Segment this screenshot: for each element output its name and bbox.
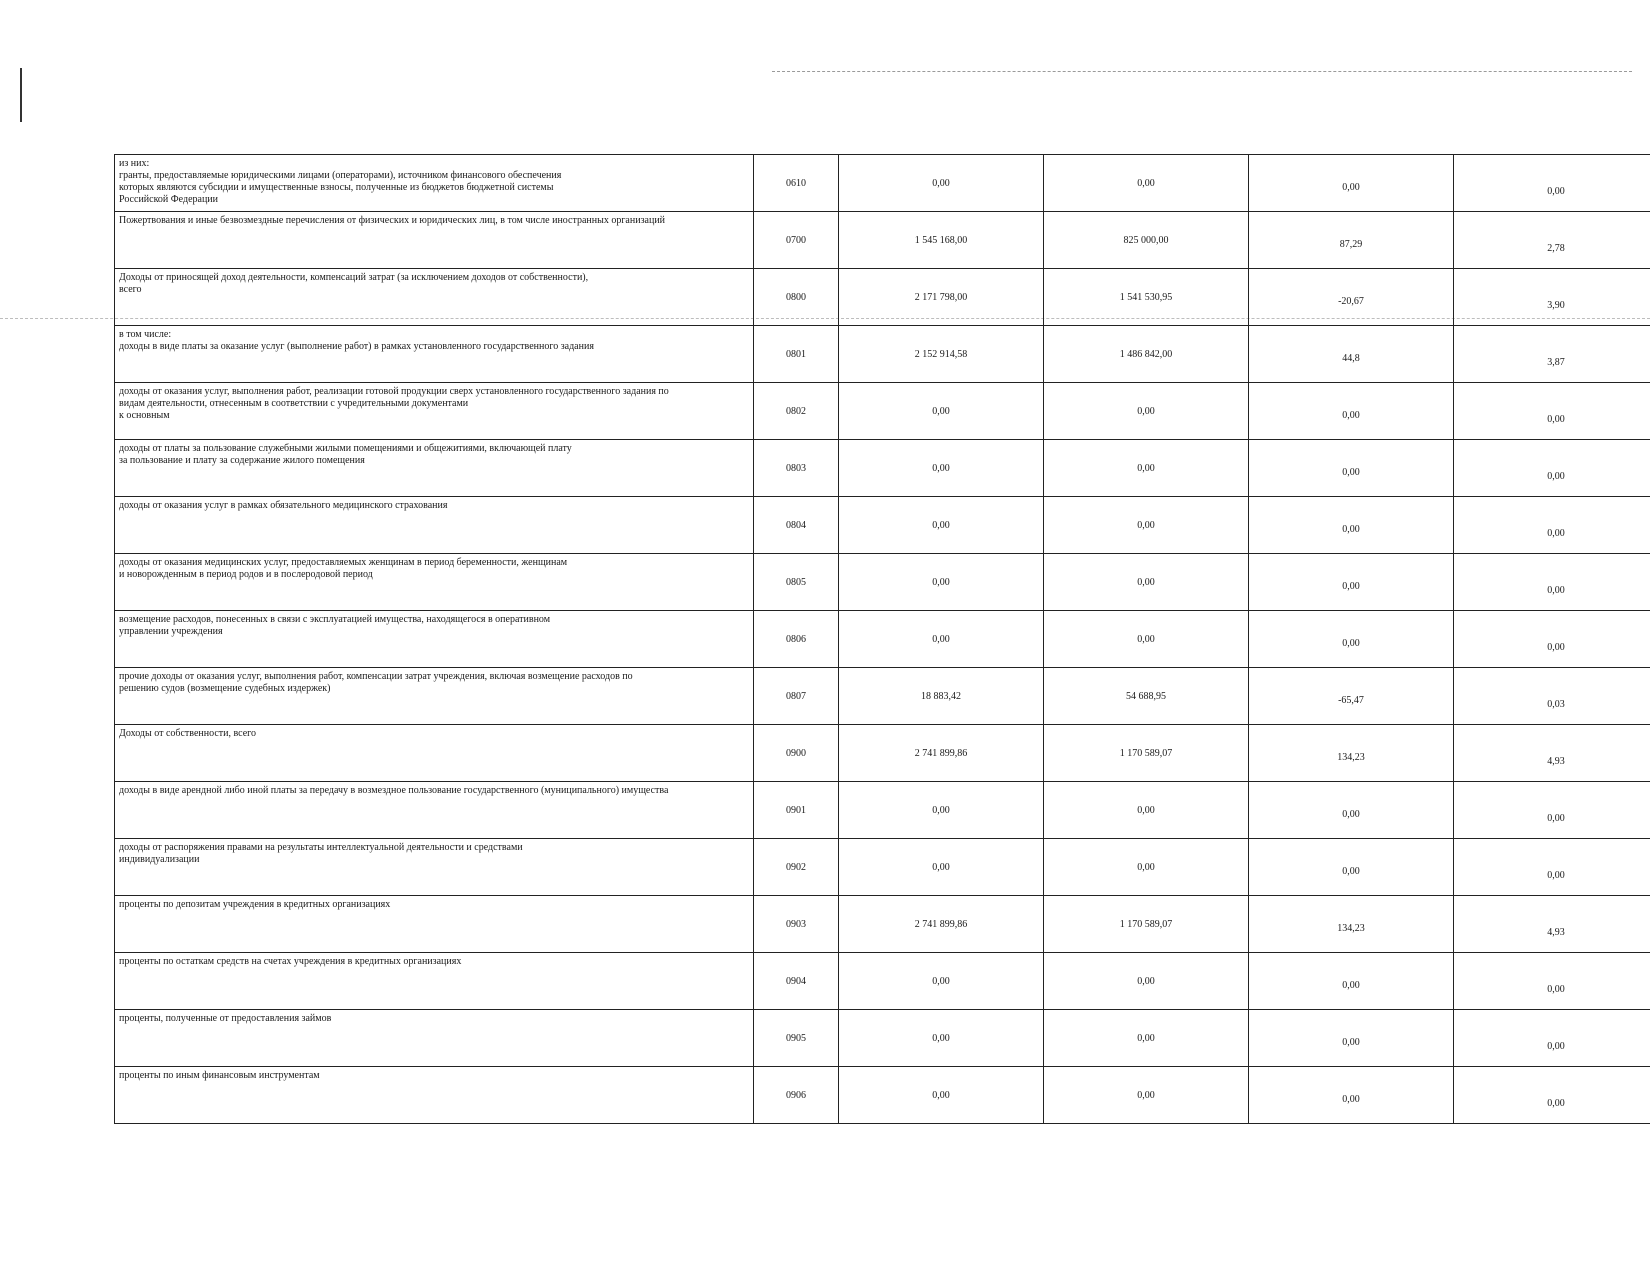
row-value-3-text: 134,23	[1337, 922, 1365, 934]
row-value-2-text: 0,00	[1137, 861, 1155, 873]
row-value-2-cell	[1044, 611, 1249, 668]
row-value-4-text: 0,00	[1547, 413, 1565, 425]
row-code-cell	[754, 554, 839, 611]
row-value-2-text: 0,00	[1137, 405, 1155, 417]
row-name-cell	[115, 155, 754, 212]
row-value-3-text: 0,00	[1342, 979, 1360, 991]
row-code-cell	[754, 839, 839, 896]
row-value-3-text: 0,00	[1342, 181, 1360, 193]
row-name-text: Пожертвования и иные безвозмездные перечисления от физических и юридических лиц, в том числе иностранных организаций	[119, 215, 666, 226]
row-value-2-cell	[1044, 782, 1249, 839]
table-row	[115, 782, 1650, 839]
row-value-4-cell	[1454, 668, 1650, 725]
row-name-text: Доходы от собственности, всего	[119, 728, 257, 739]
row-value-3-cell	[1249, 1067, 1454, 1124]
row-value-4-text: 4,93	[1547, 755, 1565, 767]
row-value-4-text: 0,00	[1547, 470, 1565, 482]
row-code-cell	[754, 953, 839, 1010]
row-code-text: 0904	[786, 975, 806, 987]
row-value-4-cell	[1454, 953, 1650, 1010]
row-name-cell	[115, 839, 754, 896]
row-name-cell	[115, 554, 754, 611]
row-value-2-cell	[1044, 440, 1249, 497]
row-value-2-text: 0,00	[1137, 462, 1155, 474]
table-row	[115, 269, 1650, 326]
row-value-3-text: 87,29	[1339, 238, 1363, 250]
row-value-4-cell	[1454, 782, 1650, 839]
row-value-1-text: 2 152 914,58	[914, 348, 968, 360]
table-row	[115, 155, 1650, 212]
row-value-1-cell	[839, 953, 1044, 1010]
row-name-text: доходы от оказания медицинских услуг, предоставляемых женщинам в период беременности, женщинам и новорожденным в период родов и в послеродовой период	[119, 557, 568, 580]
row-code-text: 0902	[786, 861, 806, 873]
row-name-cell	[115, 383, 754, 440]
row-value-1-cell	[839, 896, 1044, 953]
row-value-2-cell	[1044, 839, 1249, 896]
row-name-text: проценты по иным финансовым инструментам	[119, 1070, 320, 1081]
row-code-text: 0802	[786, 405, 806, 417]
table-row	[115, 725, 1650, 782]
row-name-text: доходы от оказания услуг, выполнения работ, реализации готовой продукции сверх установленного государственного задания по видам деятельности, отнесенным в соответствии с учредительными документами к основным	[119, 386, 669, 421]
row-value-2-cell	[1044, 1010, 1249, 1067]
row-value-4-text: 0,00	[1547, 983, 1565, 995]
row-name-cell	[115, 668, 754, 725]
row-code-cell	[754, 725, 839, 782]
row-name-text: в том числе: доходы в виде платы за оказание услуг (выполнение работ) в рамках установленного государственного задания	[119, 329, 594, 352]
row-value-3-cell	[1249, 554, 1454, 611]
row-code-text: 0806	[786, 633, 806, 645]
row-name-cell	[115, 269, 754, 326]
row-code-text: 0800	[786, 291, 806, 303]
income-table	[114, 154, 1650, 1124]
row-name-text: из них: гранты, предоставляемые юридическими лицами (операторами), источником финансового обеспечения которых являются субсидии и имущественные взносы, полученные из бюджетов бюджетной системы Российской Федерации	[119, 158, 562, 205]
row-code-cell	[754, 1010, 839, 1067]
row-name-cell	[115, 725, 754, 782]
row-code-text: 0700	[786, 234, 806, 246]
row-value-3-cell	[1249, 725, 1454, 782]
scan-edge-mark	[20, 68, 22, 122]
row-name-cell	[115, 782, 754, 839]
row-code-cell	[754, 383, 839, 440]
row-value-1-text: 2 741 899,86	[914, 918, 968, 930]
row-value-1-cell	[839, 782, 1044, 839]
row-code-cell	[754, 326, 839, 383]
row-value-4-cell	[1454, 554, 1650, 611]
row-code-text: 0803	[786, 462, 806, 474]
table-row	[115, 383, 1650, 440]
row-value-2-cell	[1044, 953, 1249, 1010]
row-value-1-text: 0,00	[932, 177, 950, 189]
table-row	[115, 896, 1650, 953]
table-row	[115, 1010, 1650, 1067]
row-value-3-cell	[1249, 383, 1454, 440]
row-code-cell	[754, 668, 839, 725]
row-value-4-text: 0,00	[1547, 527, 1565, 539]
row-value-4-text: 0,00	[1547, 1040, 1565, 1052]
row-value-1-text: 2 741 899,86	[914, 747, 968, 759]
row-value-3-text: 0,00	[1342, 865, 1360, 877]
row-value-1-text: 0,00	[932, 1089, 950, 1101]
row-value-4-cell	[1454, 1010, 1650, 1067]
row-name-text: доходы от платы за пользование служебными жилыми помещениями и общежитиями, включающей плату за пользование и плату за содержание жилого помещения	[119, 443, 572, 466]
row-value-1-cell	[839, 497, 1044, 554]
row-value-3-cell	[1249, 497, 1454, 554]
row-value-1-text: 1 545 168,00	[914, 234, 968, 246]
row-value-2-cell	[1044, 212, 1249, 269]
row-value-1-text: 0,00	[932, 1032, 950, 1044]
row-value-3-cell	[1249, 326, 1454, 383]
row-value-2-cell	[1044, 497, 1249, 554]
row-value-2-text: 0,00	[1137, 975, 1155, 987]
row-value-2-text: 1 486 842,00	[1119, 348, 1173, 360]
row-value-4-cell	[1454, 440, 1650, 497]
row-value-4-cell	[1454, 326, 1650, 383]
row-value-2-cell	[1044, 383, 1249, 440]
row-value-3-cell	[1249, 440, 1454, 497]
row-code-cell	[754, 440, 839, 497]
row-value-1-text: 0,00	[932, 975, 950, 987]
row-value-3-text: 0,00	[1342, 523, 1360, 535]
row-name-text: прочие доходы от оказания услуг, выполнения работ, компенсации затрат учреждения, включая возмещение расходов по решению судов (возмещение судебных издержек)	[119, 671, 633, 694]
row-value-2-text: 0,00	[1137, 519, 1155, 531]
scan-dashed-line-top	[772, 71, 1632, 72]
row-name-text: проценты по депозитам учреждения в кредитных организациях	[119, 899, 391, 910]
row-value-1-cell	[839, 668, 1044, 725]
row-value-1-text: 0,00	[932, 804, 950, 816]
row-value-2-cell	[1044, 1067, 1249, 1124]
row-value-1-text: 2 171 798,00	[914, 291, 968, 303]
row-value-3-text: 0,00	[1342, 466, 1360, 478]
row-value-3-cell	[1249, 896, 1454, 953]
row-value-3-cell	[1249, 1010, 1454, 1067]
row-name-cell	[115, 611, 754, 668]
row-code-cell	[754, 611, 839, 668]
row-value-2-cell	[1044, 668, 1249, 725]
table-row	[115, 440, 1650, 497]
row-code-text: 0610	[786, 177, 806, 189]
table-row	[115, 497, 1650, 554]
row-code-text: 0807	[786, 690, 806, 702]
row-code-cell	[754, 1067, 839, 1124]
row-value-3-cell	[1249, 839, 1454, 896]
row-code-text: 0804	[786, 519, 806, 531]
row-name-text: проценты по остаткам средств на счетах учреждения в кредитных организациях	[119, 956, 462, 967]
table-row	[115, 1067, 1650, 1124]
row-name-cell	[115, 1067, 754, 1124]
row-value-3-text: -20,67	[1338, 295, 1364, 307]
row-value-1-text: 18 883,42	[921, 690, 961, 702]
row-code-text: 0900	[786, 747, 806, 759]
row-code-cell	[754, 497, 839, 554]
row-value-4-text: 0,00	[1547, 1097, 1565, 1109]
row-value-2-text: 1 170 589,07	[1119, 918, 1173, 930]
row-name-cell	[115, 326, 754, 383]
row-value-1-cell	[839, 440, 1044, 497]
row-value-3-text: 0,00	[1342, 409, 1360, 421]
row-code-text: 0805	[786, 576, 806, 588]
row-value-2-cell	[1044, 725, 1249, 782]
row-value-3-cell	[1249, 668, 1454, 725]
row-value-4-cell	[1454, 212, 1650, 269]
row-value-4-cell	[1454, 155, 1650, 212]
row-code-text: 0905	[786, 1032, 806, 1044]
row-value-1-cell	[839, 212, 1044, 269]
row-value-3-text: 44,8	[1342, 352, 1360, 364]
row-value-1-cell	[839, 554, 1044, 611]
row-value-3-text: -65,47	[1338, 694, 1364, 706]
table-row	[115, 839, 1650, 896]
row-value-2-text: 0,00	[1137, 633, 1155, 645]
row-code-cell	[754, 269, 839, 326]
row-name-cell	[115, 440, 754, 497]
row-value-4-text: 0,00	[1547, 584, 1565, 596]
row-name-text: Доходы от приносящей доход деятельности, компенсаций затрат (за исключением доходов от собственности), всего	[119, 272, 589, 295]
row-value-3-text: 0,00	[1342, 1093, 1360, 1105]
row-value-4-cell	[1454, 497, 1650, 554]
row-value-3-text: 0,00	[1342, 808, 1360, 820]
row-name-cell	[115, 497, 754, 554]
row-code-cell	[754, 782, 839, 839]
row-value-4-text: 0,03	[1547, 698, 1565, 710]
row-value-3-cell	[1249, 212, 1454, 269]
row-value-1-cell	[839, 383, 1044, 440]
row-value-1-cell	[839, 725, 1044, 782]
table-row	[115, 611, 1650, 668]
row-value-3-cell	[1249, 953, 1454, 1010]
row-code-text: 0903	[786, 918, 806, 930]
row-code-cell	[754, 212, 839, 269]
row-value-1-text: 0,00	[932, 576, 950, 588]
row-name-cell	[115, 1010, 754, 1067]
row-name-cell	[115, 896, 754, 953]
table-row	[115, 212, 1650, 269]
row-code-cell	[754, 896, 839, 953]
row-value-1-text: 0,00	[932, 633, 950, 645]
row-value-1-cell	[839, 155, 1044, 212]
row-value-2-cell	[1044, 326, 1249, 383]
row-value-2-text: 825 000,00	[1123, 234, 1169, 246]
row-value-4-text: 0,00	[1547, 812, 1565, 824]
row-value-3-text: 0,00	[1342, 580, 1360, 592]
table-row	[115, 554, 1650, 611]
row-value-4-text: 3,87	[1547, 356, 1565, 368]
row-value-3-text: 0,00	[1342, 637, 1360, 649]
row-value-2-cell	[1044, 896, 1249, 953]
row-name-text: доходы в виде арендной либо иной платы за передачу в возмездное пользование государственного (муниципального) имущества	[119, 785, 669, 796]
row-code-text: 0906	[786, 1089, 806, 1101]
row-value-3-cell	[1249, 782, 1454, 839]
row-name-cell	[115, 212, 754, 269]
row-value-2-text: 0,00	[1137, 576, 1155, 588]
row-value-1-cell	[839, 1010, 1044, 1067]
row-name-text: доходы от распоряжения правами на результаты интеллектуальной деятельности и средствами индивидуализации	[119, 842, 523, 865]
row-value-1-cell	[839, 611, 1044, 668]
row-code-cell	[754, 155, 839, 212]
row-value-4-cell	[1454, 725, 1650, 782]
row-value-1-cell	[839, 839, 1044, 896]
row-value-2-text: 0,00	[1137, 1089, 1155, 1101]
row-value-4-cell	[1454, 611, 1650, 668]
row-value-4-text: 3,90	[1547, 299, 1565, 311]
row-value-4-cell	[1454, 1067, 1650, 1124]
row-value-4-cell	[1454, 269, 1650, 326]
row-name-text: возмещение расходов, понесенных в связи с эксплуатацией имущества, находящегося в оперативном управлении учреждения	[119, 614, 551, 637]
row-value-2-text: 0,00	[1137, 804, 1155, 816]
table-row	[115, 326, 1650, 383]
row-value-3-cell	[1249, 155, 1454, 212]
row-name-text: проценты, полученные от предоставления займов	[119, 1013, 332, 1024]
row-value-1-text: 0,00	[932, 519, 950, 531]
row-code-text: 0801	[786, 348, 806, 360]
row-value-2-cell	[1044, 269, 1249, 326]
row-value-1-text: 0,00	[932, 405, 950, 417]
row-value-2-text: 0,00	[1137, 1032, 1155, 1044]
row-value-2-text: 0,00	[1137, 177, 1155, 189]
table-row	[115, 668, 1650, 725]
row-value-4-text: 0,00	[1547, 641, 1565, 653]
row-value-3-cell	[1249, 611, 1454, 668]
row-value-3-cell	[1249, 269, 1454, 326]
row-value-2-text: 54 688,95	[1126, 690, 1166, 702]
row-name-cell	[115, 953, 754, 1010]
row-value-3-text: 134,23	[1337, 751, 1365, 763]
row-value-1-cell	[839, 269, 1044, 326]
row-value-4-text: 2,78	[1547, 242, 1565, 254]
row-value-4-cell	[1454, 383, 1650, 440]
row-value-1-text: 0,00	[932, 462, 950, 474]
row-value-2-cell	[1044, 155, 1249, 212]
row-value-1-text: 0,00	[932, 861, 950, 873]
row-value-4-text: 4,93	[1547, 926, 1565, 938]
row-value-2-text: 1 541 530,95	[1119, 291, 1173, 303]
row-value-1-cell	[839, 326, 1044, 383]
row-name-text: доходы от оказания услуг в рамках обязательного медицинского страхования	[119, 500, 448, 511]
row-value-4-cell	[1454, 896, 1650, 953]
table-row	[115, 953, 1650, 1010]
row-value-4-cell	[1454, 839, 1650, 896]
row-value-4-text: 0,00	[1547, 185, 1565, 197]
row-value-3-text: 0,00	[1342, 1036, 1360, 1048]
row-value-1-cell	[839, 1067, 1044, 1124]
row-code-text: 0901	[786, 804, 806, 816]
income-table-body	[115, 155, 1650, 1124]
row-value-2-cell	[1044, 554, 1249, 611]
row-value-2-text: 1 170 589,07	[1119, 747, 1173, 759]
row-value-4-text: 0,00	[1547, 869, 1565, 881]
